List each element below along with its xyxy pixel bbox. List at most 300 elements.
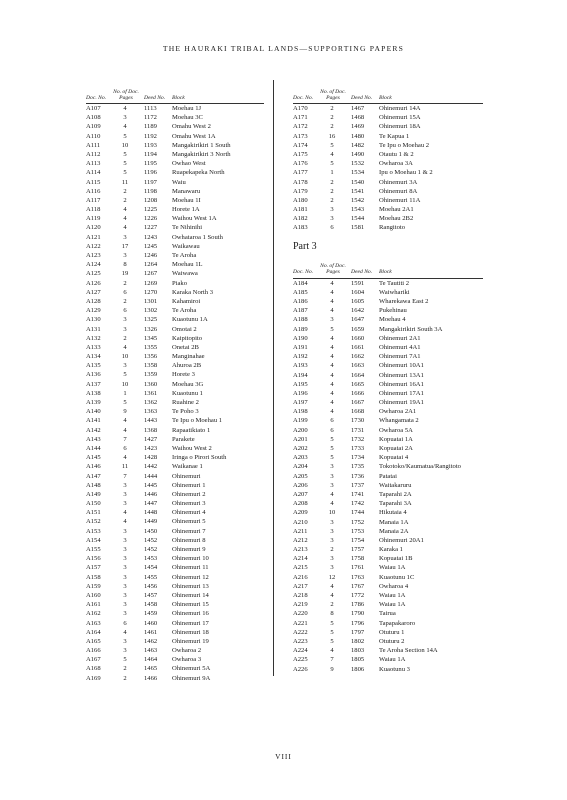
table-row	[86, 407, 264, 416]
doc-no-cell: A175	[293, 150, 308, 158]
doc-no-cell: A177	[293, 169, 308, 177]
table-row	[86, 591, 264, 600]
block-cell: Ohinemuri 10A1	[379, 362, 424, 370]
doc-no-cell: A139	[86, 399, 101, 406]
deed-no-cell: 1753	[351, 527, 365, 535]
doc-no-cell: A176	[293, 160, 308, 168]
doc-pages-cell: 4	[123, 518, 127, 526]
doc-pages-cell: 3	[123, 325, 127, 333]
block-cell: Tairua	[379, 610, 396, 618]
doc-pages-cell: 4	[123, 426, 127, 434]
table-row	[293, 508, 483, 517]
doc-no-cell: A151	[86, 509, 101, 517]
deed-no-cell: 1442	[144, 463, 158, 471]
deed-no-cell: 1466	[144, 674, 158, 682]
deed-no-cell: 1460	[144, 619, 158, 627]
block-cell: Te Kapua 1	[379, 132, 410, 140]
doc-pages-cell: 3	[123, 546, 127, 553]
table-row	[86, 545, 264, 554]
table-row	[86, 297, 264, 306]
doc-pages-cell: 3	[330, 536, 334, 544]
table-row	[86, 122, 264, 131]
doc-no-cell: A120	[86, 224, 101, 232]
deed-no-cell: 1772	[351, 592, 365, 599]
table-row	[293, 371, 483, 380]
deed-no-cell: 1763	[351, 573, 365, 581]
doc-pages-cell: 6	[330, 224, 334, 232]
doc-pages-cell: 3	[123, 637, 127, 645]
doc-no-cell: A125	[86, 270, 101, 278]
table-row	[293, 223, 483, 232]
block-cell: Ohinemuri 10	[172, 555, 209, 563]
table-row	[293, 481, 483, 490]
doc-pages-cell: 4	[330, 389, 334, 397]
doc-pages-cell: 11	[121, 463, 129, 471]
doc-pages-cell: 3	[330, 472, 334, 480]
block-cell: Manaia 1A	[379, 518, 409, 526]
table-row	[86, 325, 264, 334]
doc-pages-cell: 2	[330, 546, 334, 554]
deed-no-cell: 1193	[144, 141, 157, 149]
doc-pages-cell: 5	[330, 141, 334, 149]
deed-no-cell: 1605	[351, 298, 365, 305]
doc-pages-cell: 5	[123, 399, 127, 406]
doc-pages-cell: 3	[123, 362, 127, 370]
block-cell: Piako	[172, 279, 188, 287]
doc-pages-cell: 5	[330, 454, 334, 462]
doc-no-cell: A128	[86, 297, 101, 305]
deed-no-cell: 1741	[351, 490, 365, 498]
block-cell: Parakete	[172, 435, 195, 443]
doc-no-cell: A132	[86, 334, 101, 342]
table-header	[86, 80, 264, 103]
deed-no-cell: 1368	[144, 426, 158, 434]
doc-no-cell: A212	[293, 536, 308, 544]
doc-pages-cell: 2	[330, 187, 334, 195]
doc-no-cell: A162	[86, 610, 101, 618]
table-row	[293, 453, 483, 462]
block-cell: Karaka North 3	[172, 288, 214, 296]
table-row	[293, 563, 483, 572]
doc-no-cell: A188	[293, 316, 308, 324]
block-cell: Ruahine 2	[172, 399, 199, 406]
doc-no-cell: A119	[86, 215, 101, 223]
doc-no-cell: A169	[86, 674, 101, 682]
doc-pages-cell: 4	[330, 371, 334, 379]
doc-no-cell: A144	[86, 444, 101, 452]
doc-no-cell: A123	[86, 252, 101, 259]
table-row	[86, 260, 264, 269]
table-row	[86, 361, 264, 370]
doc-pages-cell: 11	[121, 178, 129, 186]
block-cell: Mangakirikiri 1 South	[172, 141, 231, 149]
deed-no-cell: 1665	[351, 380, 365, 388]
deed-no-cell: 1459	[144, 610, 158, 618]
table-row	[86, 444, 264, 453]
table-row	[86, 251, 264, 260]
doc-no-cell: A220	[293, 610, 308, 618]
table-row	[86, 380, 264, 389]
deed-no-cell: 1796	[351, 619, 365, 627]
doc-no-cell: A207	[293, 490, 308, 498]
table-row	[293, 288, 483, 297]
doc-no-cell: A159	[86, 582, 101, 590]
block-cell: Waihou West 1A	[172, 215, 217, 223]
doc-pages-cell: 2	[123, 334, 127, 342]
doc-no-cell: A121	[86, 233, 101, 241]
doc-no-cell: A205	[293, 472, 308, 480]
doc-pages-cell: 3	[330, 527, 334, 535]
table-row	[293, 518, 483, 527]
table-row	[293, 582, 483, 591]
deed-no-cell: 1194	[144, 150, 157, 158]
doc-pages-cell: 19	[121, 270, 129, 278]
doc-pages-cell: 3	[123, 500, 127, 508]
deed-no-cell: 1362	[144, 399, 158, 406]
block-cell: Waiwawa	[172, 270, 198, 278]
block-cell: Ohinemuri 12	[172, 573, 209, 581]
table-row	[293, 196, 483, 205]
deed-no-cell: 1197	[144, 178, 157, 186]
block-cell: Te Ipu o Moehau 2	[379, 141, 430, 149]
doc-no-cell: A214	[293, 555, 308, 563]
doc-pages-cell: 3	[330, 463, 334, 471]
block-cell: Ohinemuri 19	[172, 637, 209, 645]
table-row	[86, 600, 264, 609]
block-cell: Otuturu 1	[379, 628, 405, 636]
deed-no-cell: 1667	[351, 399, 365, 407]
block-cell: Ohinemuri 19A1	[379, 399, 424, 407]
deed-no-cell: 1660	[351, 334, 365, 342]
block-cell: Ohinemuri 13	[172, 582, 209, 590]
deed-no-cell: 1532	[351, 160, 365, 168]
block-cell: Owhataroa 1 South	[172, 233, 223, 241]
block-cell: Te Tautiti 2	[379, 279, 410, 287]
table-row	[86, 508, 264, 517]
deed-no-cell: 1659	[351, 325, 365, 333]
doc-pages-cell: 4	[330, 408, 334, 416]
doc-pages-cell: 4	[123, 417, 127, 425]
doc-pages-cell: 3	[123, 481, 127, 489]
doc-no-cell: A209	[293, 509, 308, 517]
deed-no-cell: 1192	[144, 132, 157, 140]
doc-pages-cell: 1	[330, 169, 334, 177]
block-cell: Ohinemuri 18	[172, 628, 209, 636]
block-cell: Te Aroha Section 14A	[379, 647, 438, 655]
deed-no-cell: 1355	[144, 343, 158, 351]
doc-no-cell: A204	[293, 463, 308, 471]
doc-no-cell: A210	[293, 518, 308, 526]
table-row	[86, 655, 264, 664]
doc-pages-cell: 6	[330, 426, 334, 434]
doc-pages-cell: 3	[123, 573, 127, 581]
deed-no-cell: 1661	[351, 343, 365, 351]
block-cell: Owharoa 3A	[379, 160, 413, 168]
deed-no-cell: 1245	[144, 242, 158, 250]
block-cell: Moehau 2B2	[379, 215, 414, 223]
block-cell: Omahu West 2	[172, 123, 211, 131]
doc-no-cell: A135	[86, 362, 101, 370]
block-cell: Moehau 4	[379, 316, 406, 324]
deed-no-cell: 1454	[144, 564, 158, 572]
doc-pages-cell: 5	[123, 169, 127, 177]
table-row	[86, 453, 264, 462]
header-block: Block	[379, 94, 392, 101]
table-row	[86, 178, 264, 187]
doc-no-cell: A195	[293, 380, 308, 388]
block-cell: Kuaotunu 1A	[172, 316, 208, 324]
doc-pages-cell: 4	[123, 509, 127, 517]
block-cell: Taparahi 3A	[379, 500, 412, 508]
block-cell: Owharoa 3	[172, 656, 202, 664]
block-cell: Ohinemuri 17A1	[379, 389, 424, 397]
deed-no-cell: 1456	[144, 582, 158, 590]
doc-no-cell: A221	[293, 619, 308, 627]
doc-no-cell: A137	[86, 380, 101, 388]
table-row	[293, 325, 483, 334]
block-cell: Ohinemuri 15A	[379, 114, 421, 122]
header-deed-no: Deed No.	[351, 269, 373, 276]
table-row	[86, 141, 264, 150]
table-row	[293, 343, 483, 352]
doc-no-cell: A222	[293, 628, 308, 636]
block-cell: Kaipitopito	[172, 334, 203, 342]
table-row	[293, 609, 483, 618]
doc-pages-cell: 4	[123, 343, 127, 351]
table-row	[86, 664, 264, 673]
deed-no-cell: 1540	[351, 178, 365, 186]
doc-pages-cell: 3	[123, 252, 127, 259]
doc-no-cell: A158	[86, 573, 101, 581]
doc-pages-cell: 10	[121, 353, 129, 361]
deed-no-cell: 1490	[351, 150, 365, 158]
block-cell: Tapapakaroro	[379, 619, 416, 627]
doc-pages-cell: 4	[330, 647, 334, 655]
table-row	[86, 426, 264, 435]
table-row	[293, 646, 483, 655]
table-row	[293, 435, 483, 444]
table-row	[86, 150, 264, 159]
table-row	[293, 315, 483, 324]
doc-no-cell: A181	[293, 206, 308, 214]
table-row	[293, 426, 483, 435]
deed-no-cell: 1581	[351, 224, 365, 232]
doc-pages-cell: 2	[123, 279, 127, 287]
deed-no-cell: 1790	[351, 610, 365, 618]
doc-pages-cell: 3	[330, 564, 334, 572]
right-column	[293, 80, 483, 674]
deed-no-cell: 1662	[351, 353, 365, 361]
block-cell: Kopuatai 4	[379, 454, 409, 462]
block-cell: Te Aroha	[172, 307, 197, 315]
doc-pages-cell: 3	[123, 610, 127, 618]
deed-no-cell: 1226	[144, 215, 158, 223]
deed-no-cell: 1757	[351, 546, 365, 554]
deed-no-cell: 1447	[144, 500, 158, 508]
deed-no-cell: 1733	[351, 445, 365, 452]
block-cell: Ohinemuri	[172, 472, 201, 480]
block-cell: Ohinemuri 17	[172, 619, 209, 627]
table-row	[86, 159, 264, 168]
doc-no-cell: A157	[86, 564, 101, 572]
table-header	[293, 80, 483, 103]
doc-no-cell: A115	[86, 178, 101, 186]
block-cell: Pukehinau	[379, 307, 407, 315]
doc-no-cell: A183	[293, 224, 308, 232]
table-row	[293, 527, 483, 536]
table-row	[293, 665, 483, 674]
doc-no-cell: A122	[86, 242, 101, 250]
header-doc-no: Doc. No.	[86, 94, 107, 101]
deed-no-cell: 1534	[351, 169, 365, 177]
deed-no-cell: 1663	[351, 362, 365, 370]
doc-no-cell: A116	[86, 187, 101, 195]
block-cell: Rangitoto	[379, 224, 406, 232]
doc-pages-cell: 4	[330, 298, 334, 305]
block-cell: Ohinemuri 3A	[379, 178, 418, 186]
doc-pages-cell: 5	[330, 325, 334, 333]
page-title: THE HAURAKI TRIBAL LANDS—SUPPORTING PAPERS	[162, 44, 405, 53]
table-row	[293, 416, 483, 425]
block-cell: Ipu o Moehau 1 & 2	[379, 169, 433, 177]
header-doc-pages: No. of Doc. Pages	[320, 88, 346, 101]
doc-no-cell: A127	[86, 288, 101, 296]
block-cell: Ohinemuri 11	[172, 564, 209, 572]
block-cell: Ohinemuri 20A1	[379, 536, 424, 544]
doc-pages-cell: 7	[123, 472, 127, 480]
deed-no-cell: 1482	[351, 141, 365, 149]
deed-no-cell: 1458	[144, 601, 158, 609]
left-column	[86, 80, 264, 683]
deed-no-cell: 1758	[351, 555, 365, 563]
deed-no-cell: 1196	[144, 169, 157, 177]
deed-no-cell: 1113	[144, 105, 157, 112]
table-row	[86, 536, 264, 545]
doc-pages-cell: 4	[330, 307, 334, 315]
doc-no-cell: A109	[86, 123, 101, 131]
deed-no-cell: 1457	[144, 591, 158, 599]
doc-pages-cell: 2	[330, 178, 334, 186]
table-row	[86, 132, 264, 141]
doc-pages-cell: 4	[330, 380, 334, 388]
block-cell: Kuaotunu 1	[172, 389, 203, 397]
doc-no-cell: A179	[293, 187, 308, 195]
doc-pages-cell: 2	[330, 123, 334, 131]
table-row	[293, 591, 483, 600]
table-row	[86, 233, 264, 242]
doc-pages-cell: 3	[330, 518, 334, 526]
block-cell: Waikawau	[172, 242, 200, 250]
block-cell: Kuaotunu 3	[379, 665, 410, 673]
doc-pages-cell: 2	[330, 601, 334, 609]
table-row	[293, 380, 483, 389]
table-row	[86, 214, 264, 223]
table-row	[86, 104, 264, 113]
doc-pages-cell: 3	[330, 206, 334, 214]
doc-pages-cell: 5	[123, 371, 127, 379]
table-row	[293, 462, 483, 471]
table-row	[293, 178, 483, 187]
deed-no-cell: 1446	[144, 490, 158, 498]
doc-no-cell: A225	[293, 656, 308, 664]
deed-no-cell: 1359	[144, 371, 158, 379]
block-cell: Ohinemuri 4A1	[379, 343, 421, 351]
block-cell: Kopuatai 1A	[379, 435, 413, 443]
table-row	[293, 628, 483, 637]
block-cell: Ruapekapeka North	[172, 169, 225, 177]
deed-no-cell: 1462	[144, 637, 158, 645]
deed-no-cell: 1803	[351, 647, 365, 655]
table-row	[293, 113, 483, 122]
block-cell: Moehau 1L	[172, 261, 203, 269]
table-row	[86, 481, 264, 490]
doc-pages-cell: 2	[330, 114, 334, 122]
doc-no-cell: A189	[293, 325, 308, 333]
table-row	[293, 132, 483, 141]
block-cell: Omotai 2	[172, 325, 197, 333]
header-doc-pages: No. of Doc. Pages	[320, 263, 346, 276]
doc-pages-cell: 4	[330, 353, 334, 361]
block-cell: Manginahae	[172, 353, 205, 361]
block-cell: Kopuatai 2A	[379, 445, 413, 452]
block-cell: Tokotoko/Kaumatua/Rangitoto	[379, 463, 461, 471]
header-doc-no: Doc. No.	[293, 94, 314, 101]
doc-pages-cell: 4	[330, 150, 334, 158]
doc-pages-cell: 4	[330, 500, 334, 508]
deed-no-cell: 1742	[351, 500, 365, 508]
table-row	[293, 159, 483, 168]
block-cell: Ohinemuri 5A	[172, 665, 211, 673]
block-cell: Ohinemuri 8A	[379, 187, 418, 195]
deed-no-cell: 1468	[351, 114, 365, 122]
deed-no-cell: 1302	[144, 307, 158, 315]
doc-no-cell: A107	[86, 105, 101, 112]
doc-no-cell: A197	[293, 399, 308, 407]
table-row	[293, 187, 483, 196]
doc-no-cell: A110	[86, 132, 101, 140]
doc-no-cell: A182	[293, 215, 308, 223]
table-row	[293, 205, 483, 214]
table-row	[293, 490, 483, 499]
block-cell: Taparahi 2A	[379, 490, 412, 498]
block-cell: Te Aroha	[172, 252, 197, 259]
doc-pages-cell: 3	[123, 582, 127, 590]
table-row	[86, 196, 264, 205]
doc-pages-cell: 10	[121, 380, 129, 388]
part-heading: Part 3	[293, 240, 317, 252]
table-row	[293, 122, 483, 131]
deed-no-cell: 1246	[144, 252, 158, 259]
doc-pages-cell: 3	[123, 233, 127, 241]
block-cell: Hikutaia 4	[379, 509, 407, 517]
doc-pages-cell: 6	[123, 444, 127, 452]
doc-pages-cell: 3	[123, 490, 127, 498]
doc-no-cell: A203	[293, 454, 308, 462]
deed-no-cell: 1805	[351, 656, 365, 664]
deed-no-cell: 1544	[351, 215, 365, 223]
block-cell: Owharoa 2	[172, 647, 202, 655]
table-row	[293, 297, 483, 306]
table-row	[86, 619, 264, 628]
doc-no-cell: A200	[293, 426, 308, 434]
deed-no-cell: 1453	[144, 555, 158, 563]
block-cell: Ohinemuri 14	[172, 591, 209, 599]
doc-pages-cell: 3	[123, 555, 127, 563]
doc-pages-cell: 9	[330, 665, 334, 673]
deed-no-cell: 1647	[351, 316, 365, 324]
deed-no-cell: 1461	[144, 628, 158, 636]
table-row	[86, 582, 264, 591]
